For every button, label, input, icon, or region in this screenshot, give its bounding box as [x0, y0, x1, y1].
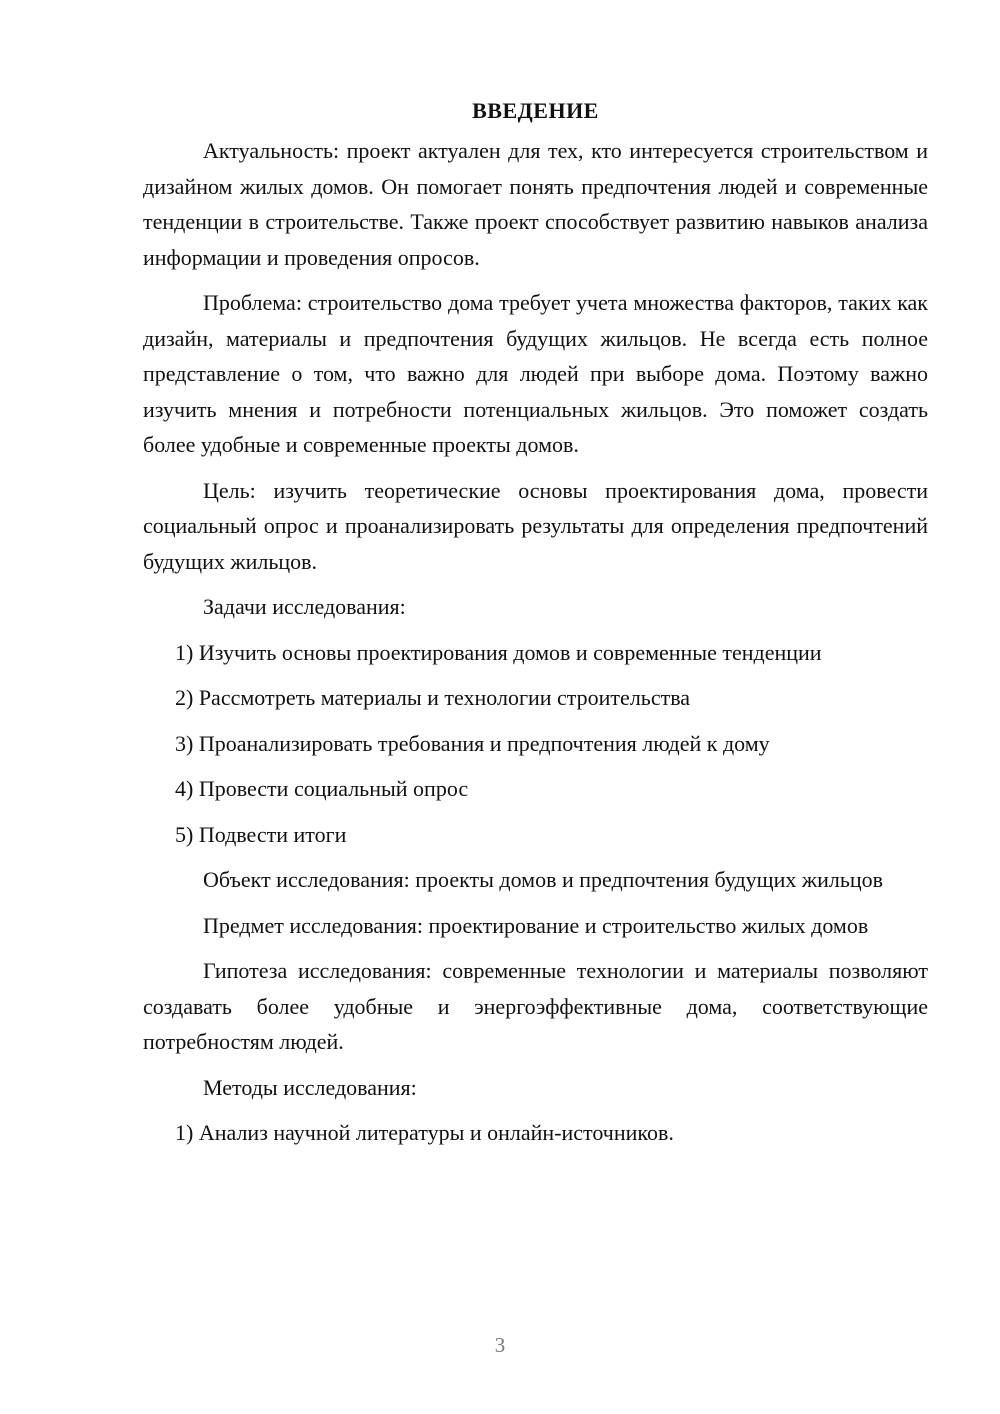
- list-item: 3) Проанализировать требования и предпочтения людей к дому: [175, 730, 770, 756]
- document-page: [143, 93, 928, 1161]
- goal-paragraph: Цель: изучить теоретические основы проектирования дома, провести социальный опрос и проанализировать результаты для определения предпочтений будущих жильцов.: [143, 477, 928, 574]
- problem-paragraph: Проблема: строительство дома требует учета множества факторов, таких как дизайн, материалы и предпочтения будущих жильцов. Не всегда есть полное представление о том, что важно для людей при выборе дома. Поэтому важно изучить мнения и потребности потенциальных жильцов. Это поможет создать более удобные и современные проекты домов.: [143, 290, 928, 457]
- list-item: 1) Анализ научной литературы и онлайн-источников.: [175, 1120, 674, 1145]
- hypothesis-paragraph: Гипотеза исследования: современные технологии и материалы позволяют создавать более удобные и энергоэффективные дома, соответствующие потребностям людей.: [143, 958, 928, 1054]
- list-item: 5) Подвести итоги: [175, 821, 347, 847]
- subject-paragraph: Предмет исследования: проектирование и строительство жилых домов: [203, 912, 869, 938]
- list-item: 4) Провести социальный опрос: [175, 776, 469, 801]
- tasks-heading: Задачи исследования:: [203, 594, 406, 619]
- relevance-paragraph: Актуальность: проект актуален для тех, кто интересуется строительством и дизайном жилых домов. Он помогает понять предпочтения людей и современные тенденции в строительстве. Также проект способствует развитию навыков анализа информации и проведения опросов.: [143, 138, 928, 270]
- methods-heading: Методы исследования:: [203, 1074, 417, 1100]
- list-item: 2) Рассмотреть материалы и технологии строительства: [175, 685, 691, 710]
- page-title: ВВЕДЕНИЕ: [472, 98, 599, 123]
- methods-list: [143, 1115, 928, 1151]
- list-item: 1) Изучить основы проектирования домов и современные тенденции: [175, 639, 822, 665]
- object-paragraph: Объект исследования: проекты домов и предпочтения будущих жильцов: [203, 867, 884, 892]
- tasks-list: [143, 635, 928, 853]
- page-number: 3: [494, 1333, 506, 1357]
